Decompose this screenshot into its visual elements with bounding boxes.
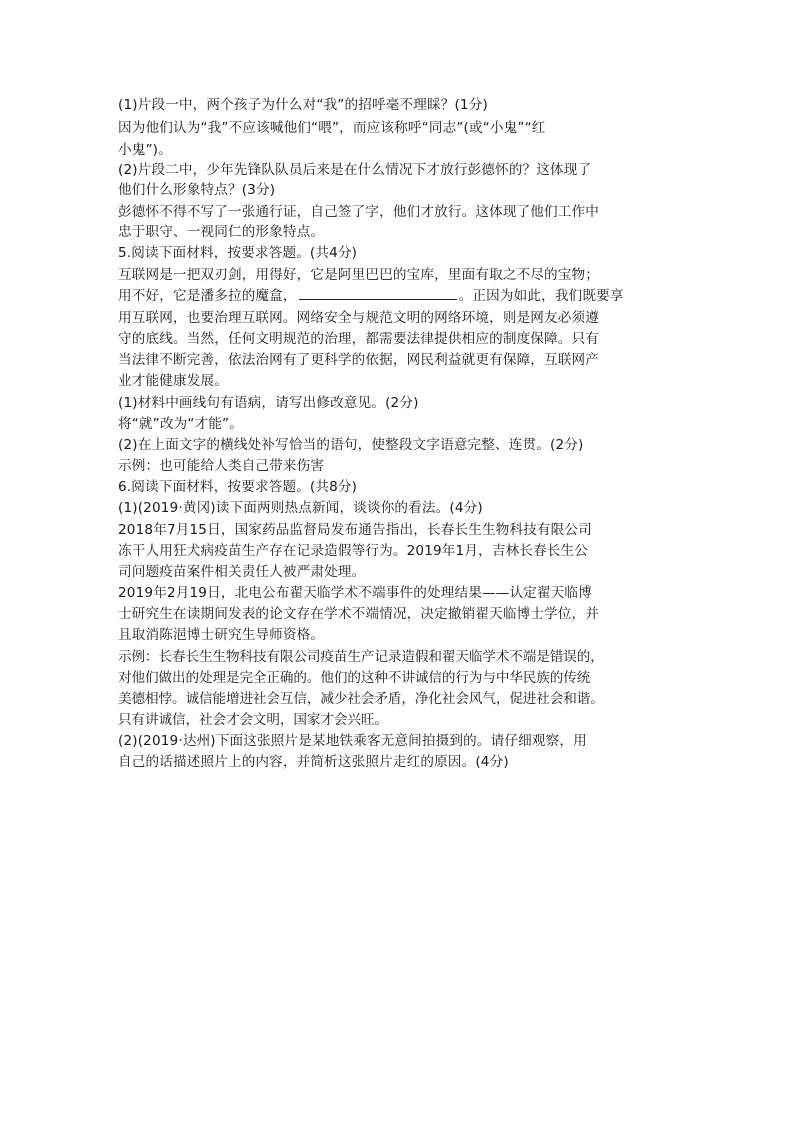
text-line: 示例：也可能给人类自己带来伤害 [118, 458, 325, 474]
text-line: 士研究生在读期间发表的论文存在学术不端情况，决定撤销翟天临博士学位，并 [118, 606, 600, 622]
text-line: 示例：长春长生生物科技有限公司疫苗生产记录造假和翟天临学术不端是错误的， [118, 649, 604, 665]
text-line: (2)(2019·达州)下面这张照片是某地铁乘客无意间拍摄到的。请仔细观察，用 [118, 733, 587, 749]
text-line: 因为他们认为“我”不应该喊他们“喂”，而应该称呼“同志”(或“小鬼”“红 [118, 120, 546, 136]
text-line: 小鬼”)。 [118, 142, 172, 158]
text-line: 5.阅读下面材料，按要求答题。(共4分) [118, 245, 358, 261]
blank-line-after: 。正因为如此，我们既要享 [458, 288, 624, 304]
text-line: (1)材料中画线句有语病，请写出修改意见。(2分) [118, 395, 419, 411]
text-line: (2)片段二中，少年先锋队队员后来是在什么情况下才放行彭德怀的？这体现了 [118, 162, 592, 178]
text-line: 用互联网，也要治理互联网。网络安全与规范文明的网络环境，则是网友必须遵 [118, 310, 600, 326]
text-line: 忠于职守、一视同仁的形象特点。 [118, 224, 325, 240]
text-line: (1)片段一中，两个孩子为什么对“我”的招呼毫不理睬？(1分) [118, 97, 488, 113]
text-line: 冻干人用狂犬病疫苗生产存在记录造假等行为。2019年1月，吉林长春长生公 [118, 543, 589, 559]
text-line: 美德相悖。诚信能增进社会互信，减少社会矛盾，净化社会风气，促进社会和谐。 [118, 691, 604, 707]
text-line: 当法律不断完善，依法治网有了更科学的依据，网民利益就更有保障，互联网产 [118, 352, 600, 368]
text-line: 自己的话描述照片上的内容，并简析这张照片走红的原因。(4分) [118, 754, 509, 770]
text-line: 守的底线。当然，任何文明规范的治理，都需要法律提供相应的制度保障。只有 [118, 331, 600, 347]
text-line: 业才能健康发展。 [118, 373, 228, 389]
text-line: 且取消陈浥博士研究生导师资格。 [118, 627, 325, 643]
text-line: (1)(2019·黄冈)读下面两则热点新闻，谈谈你的看法。(4分) [118, 500, 483, 516]
text-line-with-blank [118, 286, 678, 306]
text-line: 6.阅读下面材料，按要求答题。(共8分) [118, 479, 358, 495]
text-line: 2018年7月15日，国家药品监督局发布通告指出，长春长生生物科技有限公司 [118, 522, 592, 538]
text-line: 只有讲诚信，社会才会文明，国家才会兴旺。 [118, 712, 388, 728]
text-line: 司问题疫苗案件相关责任人被严肃处理。 [118, 564, 366, 580]
text-line: (2)在上面文字的横线处补写恰当的语句，使整段文字语意完整、连贯。(2分) [118, 437, 584, 453]
text-line: 将“就”改为“才能”。 [118, 416, 243, 432]
blank-line-before: 用不好，它是潘多拉的魔盒， [118, 288, 297, 304]
text-line: 对他们做出的处理是完全正确的。他们的这种不讲诚信的行为与中华民族的传统 [118, 670, 591, 686]
fill-in-blank [299, 287, 457, 300]
text-line: 互联网是一把双刃剑，用得好，它是阿里巴巴的宝库，里面有取之不尽的宝物； [118, 267, 600, 283]
text-line: 2019年2月19日，北电公布翟天临学术不端事件的处理结果——认定翟天临博 [118, 585, 592, 601]
text-line: 他们什么形象特点？(3分) [118, 182, 276, 198]
text-line: 彭德怀不得不写了一张通行证，自己签了字，他们才放行。这体现了他们工作中 [118, 204, 600, 220]
